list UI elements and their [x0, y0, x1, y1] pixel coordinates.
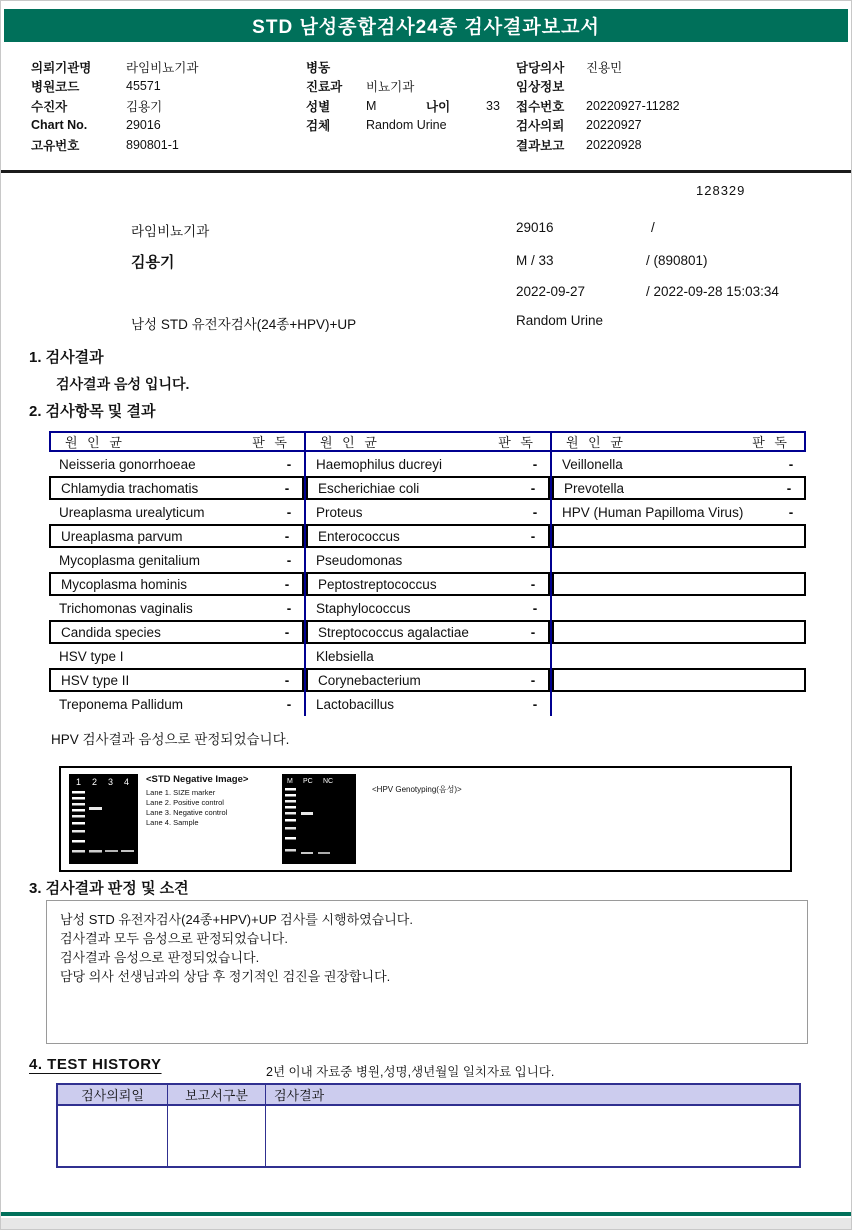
organism-name: Pseudomonas	[316, 552, 403, 568]
field-value: 20220928	[586, 137, 642, 152]
history-cell-report-type	[168, 1106, 266, 1166]
organism-result: -	[786, 480, 792, 496]
organism-row	[306, 644, 550, 668]
field-label: 검체	[306, 119, 331, 134]
organism-row	[306, 452, 550, 476]
field-label: 결과보고	[516, 138, 565, 153]
opinion-line: 검사결과 음성으로 판정되었습니다.	[60, 950, 260, 965]
field-label: 병동	[306, 60, 331, 75]
gel-lane-legend-line: Lane 3. Negative control	[146, 808, 228, 817]
gel-lane-label: NC	[323, 778, 334, 785]
field-value: 45571	[126, 79, 161, 94]
organism-name: Corynebacterium	[318, 672, 421, 688]
organism-row	[306, 572, 550, 596]
field-label: Chart No.	[31, 118, 88, 133]
result-header-label: 판 독	[752, 435, 790, 450]
report-title-banner	[4, 9, 848, 42]
organism-row	[552, 692, 806, 716]
field-value: 33	[486, 98, 500, 113]
organism-row	[49, 476, 304, 500]
field-label: 나이	[426, 99, 451, 114]
organism-row	[49, 452, 304, 476]
organism-row	[306, 476, 550, 500]
organism-row	[49, 500, 304, 524]
organism-result: -	[788, 504, 794, 520]
footer-accent-bar	[1, 1212, 851, 1216]
organism-result: -	[530, 672, 536, 688]
gel-title: <STD Negative Image>	[146, 774, 249, 785]
field-label: 수진자	[31, 99, 68, 114]
organism-row	[552, 476, 806, 500]
info-field-row	[306, 77, 511, 97]
gel-lane-legend-line: Lane 2. Positive control	[146, 798, 224, 807]
organism-row	[306, 692, 550, 716]
gel-image-panel	[59, 766, 792, 872]
organism-row	[552, 524, 806, 548]
field-value: 비뇨기과	[366, 80, 415, 95]
organism-result: -	[530, 576, 536, 592]
gel-lane-number: 3	[108, 777, 114, 787]
std-gel-image	[69, 774, 138, 864]
result-table-column-2	[304, 431, 552, 716]
info-field-row	[516, 57, 826, 77]
gel-lane-number: 4	[124, 777, 130, 787]
history-cell-request-date	[58, 1106, 168, 1166]
summary-chart-no: 29016	[516, 220, 554, 235]
result-header-label: 판 독	[498, 435, 536, 450]
field-label: 병원코드	[31, 80, 80, 95]
organism-row	[306, 596, 550, 620]
field-value: 라임비뇨기과	[126, 60, 199, 75]
result-table-column-3	[552, 431, 806, 716]
organism-name: HSV type II	[61, 672, 130, 688]
hpv-genotyping-caption: <HPV Genotyping(음성)>	[372, 785, 462, 794]
field-value: Random Urine	[366, 118, 447, 133]
field-label: 진료과	[306, 80, 343, 95]
result-table-column-1	[49, 431, 304, 716]
history-column-header: 검사결과	[274, 1088, 325, 1103]
organism-result: -	[532, 696, 538, 712]
organism-row	[49, 620, 304, 644]
organism-row	[49, 692, 304, 716]
organism-row	[49, 548, 304, 572]
organism-row	[49, 524, 304, 548]
opinion-line: 검사결과 모두 음성으로 판정되었습니다.	[60, 931, 288, 946]
field-label: 고유번호	[31, 138, 80, 153]
organism-row	[49, 668, 304, 692]
field-label: 담당의사	[516, 60, 565, 75]
organism-name: Prevotella	[564, 480, 625, 496]
organism-result: -	[286, 456, 292, 472]
history-table-body	[56, 1106, 801, 1168]
organism-result: -	[286, 696, 292, 712]
field-label: 임상정보	[516, 80, 565, 95]
result-table-column-header	[306, 431, 550, 452]
info-field-row	[31, 77, 296, 97]
field-value: 20220927	[586, 118, 642, 133]
organism-row	[49, 644, 304, 668]
organism-result: -	[530, 624, 536, 640]
summary-birthdate: / (890801)	[646, 253, 708, 268]
info-field-row	[516, 116, 826, 136]
info-field-row	[31, 96, 296, 116]
organism-name: Staphylococcus	[316, 600, 411, 616]
organism-result: -	[284, 528, 290, 544]
organism-row	[552, 620, 806, 644]
summary-separator: /	[651, 220, 655, 235]
section1-result-text: 검사결과 음성 입니다.	[56, 376, 190, 392]
organism-header-label: 원 인 균	[320, 435, 380, 450]
gel-lane-label: PC	[303, 778, 313, 785]
result-header-label: 판 독	[252, 435, 290, 450]
organism-row	[49, 572, 304, 596]
organism-row	[49, 596, 304, 620]
organism-result: -	[284, 576, 290, 592]
history-note: 2년 이내 자료중 병원,성명,생년월일 일치자료 입니다.	[266, 1065, 555, 1079]
info-column-middle	[306, 57, 511, 135]
organism-name: Ureaplasma urealyticum	[59, 504, 205, 520]
summary-patient-name: 김용기	[131, 254, 175, 271]
organism-row	[552, 500, 806, 524]
history-cell-result	[266, 1106, 799, 1166]
field-value: 20220927-11282	[586, 98, 680, 113]
field-value: 김용기	[126, 99, 163, 114]
organism-result: -	[284, 624, 290, 640]
info-field-row	[516, 77, 826, 97]
document-number: 128329	[696, 183, 746, 198]
organism-header-label: 원 인 균	[65, 435, 125, 450]
report-title: STD 남성종합검사24종 검사결과보고서	[252, 17, 600, 38]
organism-row	[306, 620, 550, 644]
organism-name: Lactobacillus	[316, 696, 395, 712]
section2-title: 2. 검사항목 및 결과	[29, 403, 156, 420]
gel-legend	[146, 774, 278, 828]
organism-name: Neisseria gonorrhoeae	[59, 456, 196, 472]
field-label: 접수번호	[516, 99, 565, 114]
result-table-column-header	[552, 431, 806, 452]
opinion-box	[46, 900, 808, 1044]
history-table	[56, 1083, 801, 1168]
info-field-row	[31, 135, 296, 155]
history-table-header	[56, 1083, 801, 1106]
organism-name: Escherichiae coli	[318, 480, 420, 496]
gel-lane-legend-line: Lane 4. Sample	[146, 818, 199, 827]
info-field-row	[306, 116, 511, 136]
organism-name: Candida species	[61, 624, 161, 640]
gel-lane-legend-line: Lane 1. SIZE marker	[146, 788, 216, 797]
summary-clinic: 라임비뇨기과	[131, 224, 210, 239]
field-label: 검사의뢰	[516, 119, 565, 134]
organism-row	[552, 644, 806, 668]
organism-row	[552, 572, 806, 596]
hpv-result-note: HPV 검사결과 음성으로 판정되었습니다.	[51, 732, 290, 747]
organism-name: Trichomonas vaginalis	[59, 600, 193, 616]
organism-name: HSV type I	[59, 648, 124, 664]
organism-result: -	[284, 672, 290, 688]
hpv-gel-image	[282, 774, 356, 864]
field-value: 29016	[126, 118, 161, 133]
summary-specimen: Random Urine	[516, 313, 604, 328]
organism-result: -	[532, 504, 538, 520]
organism-row	[552, 548, 806, 572]
info-field-row	[306, 96, 511, 116]
field-label: 의뢰기관명	[31, 60, 92, 75]
organism-name: Streptococcus agalactiae	[318, 624, 469, 640]
organism-name: Treponema Pallidum	[59, 696, 184, 712]
summary-request-date: 2022-09-27	[516, 284, 586, 299]
organism-name: Proteus	[316, 504, 363, 520]
organism-row	[552, 452, 806, 476]
history-column-header: 검사의뢰일	[58, 1085, 168, 1104]
info-field-row	[31, 57, 296, 77]
organism-header-label: 원 인 균	[566, 435, 626, 450]
organism-result: -	[286, 552, 292, 568]
field-value: M	[366, 98, 377, 113]
organism-name: Mycoplasma genitalium	[59, 552, 201, 568]
organism-name: HPV (Human Papilloma Virus)	[562, 504, 744, 520]
page-bottom-margin	[1, 1218, 851, 1229]
organism-name: Chlamydia trachomatis	[61, 480, 199, 496]
section1-title: 1. 검사결과	[29, 349, 104, 366]
organism-result: -	[532, 600, 538, 616]
info-field-row	[31, 116, 296, 136]
history-column-header: 보고서구분	[168, 1085, 266, 1104]
gel-lane-label: M	[287, 778, 293, 785]
summary-report-datetime: / 2022-09-28 15:03:34	[646, 284, 779, 299]
organism-result: -	[788, 456, 794, 472]
result-table-column-header	[49, 431, 304, 452]
field-value: 진용민	[586, 60, 623, 75]
organism-result: -	[284, 480, 290, 496]
organism-result: -	[286, 600, 292, 616]
organism-row	[306, 500, 550, 524]
section4-title: 4. TEST HISTORY	[29, 1056, 162, 1073]
organism-row	[306, 524, 550, 548]
organism-result: -	[286, 504, 292, 520]
field-label: 성별	[306, 99, 331, 114]
organism-row	[552, 596, 806, 620]
organism-name: Klebsiella	[316, 648, 374, 664]
organism-result: -	[532, 456, 538, 472]
organism-result: -	[530, 480, 536, 496]
info-field-row	[306, 57, 511, 77]
organism-row	[306, 548, 550, 572]
info-field-row	[516, 96, 826, 116]
info-column-right	[516, 57, 826, 155]
field-value: 890801-1	[126, 137, 179, 152]
organism-row	[552, 668, 806, 692]
info-field-row	[516, 135, 826, 155]
gel-lane-number: 2	[92, 777, 98, 787]
gel-lane-number: 1	[76, 777, 82, 787]
organism-row	[306, 668, 550, 692]
organism-name: Peptostreptococcus	[318, 576, 437, 592]
section3-title: 3. 검사결과 판정 및 소견	[29, 880, 189, 897]
organism-name: Veillonella	[562, 456, 623, 472]
gel-lane-legend	[146, 788, 278, 828]
organism-name: Enterococcus	[318, 528, 400, 544]
info-column-left	[31, 57, 296, 155]
organism-name: Haemophilus ducreyi	[316, 456, 443, 472]
result-table	[49, 431, 806, 716]
organism-name: Ureaplasma parvum	[61, 528, 183, 544]
summary-test-name: 남성 STD 유전자검사(24종+HPV)+UP	[131, 317, 357, 332]
opinion-line: 남성 STD 유전자검사(24종+HPV)+UP 검사를 시행하였습니다.	[60, 912, 413, 927]
organism-result: -	[530, 528, 536, 544]
organism-name: Mycoplasma hominis	[61, 576, 188, 592]
opinion-line: 담당 의사 선생님과의 상담 후 정기적인 검진을 권장합니다.	[60, 969, 391, 984]
summary-sex-age: M / 33	[516, 253, 554, 268]
header-divider	[1, 170, 851, 173]
